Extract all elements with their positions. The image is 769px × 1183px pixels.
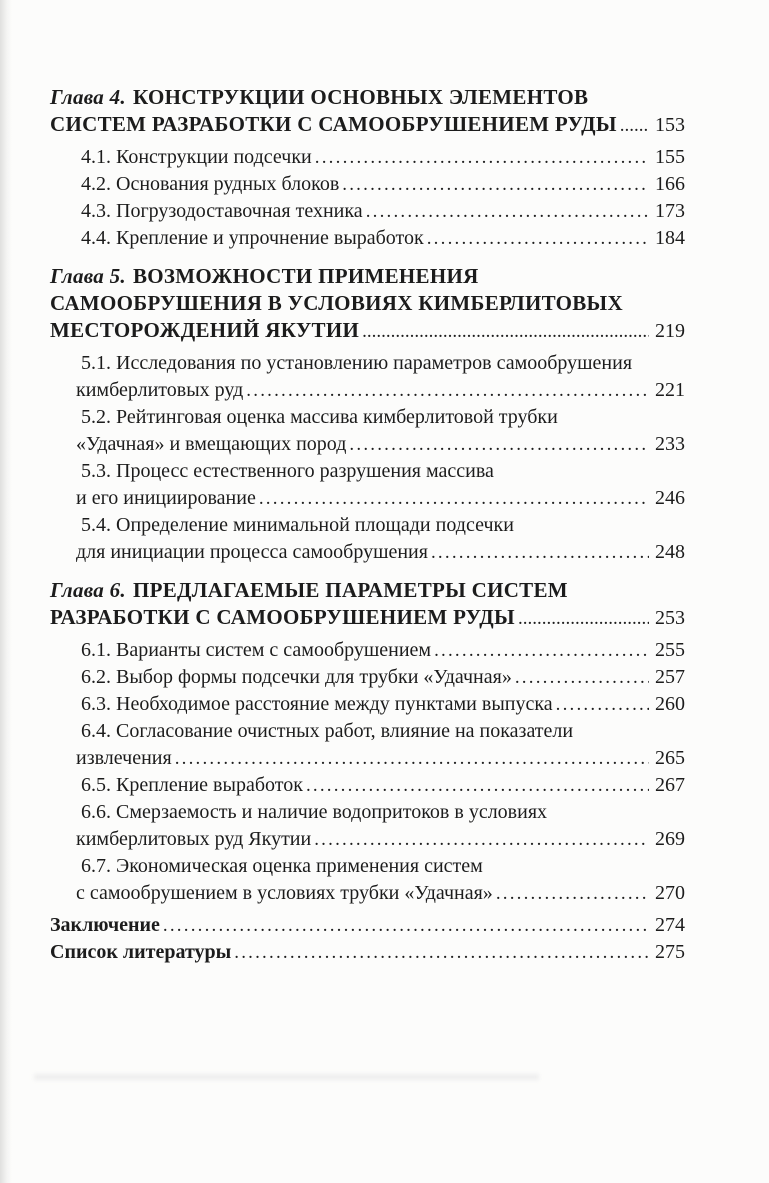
dot-leader: [556, 691, 649, 718]
dot-leader: [349, 431, 649, 458]
entry-line: 6.6. Смерзаемость и наличие водопритоков в условиях: [81, 801, 548, 823]
page-number: 257: [655, 666, 685, 688]
toc-entry-5-4: [50, 512, 685, 566]
chapter-title-text: САМООБРУШЕНИЯ В УСЛОВИЯХ КИМБЕРЛИТОВЫХ: [50, 291, 623, 315]
page-number: 270: [655, 882, 685, 904]
toc-entry-6-6: [50, 799, 685, 853]
entry-title: и его инициирование: [76, 487, 256, 509]
entry-title: кимберлитовых руд Якутии: [76, 828, 312, 850]
entry-title: 6.2. Выбор формы подсечки для трубки «Удачная»: [81, 666, 512, 688]
dot-leader: [431, 539, 649, 566]
entry-line: [50, 912, 685, 939]
page-number: 233: [655, 433, 685, 455]
entry-title: 6.3. Необходимое расстояние между пунктами выпуска: [81, 693, 553, 715]
dot-leader: [259, 485, 649, 512]
toc-entry-6-1: [50, 637, 685, 664]
chapter-4-heading: [50, 84, 685, 139]
dot-leader: [366, 198, 649, 225]
entry-line: [50, 637, 685, 664]
entry-line: [50, 144, 685, 171]
dot-leader: [496, 880, 649, 907]
entry-title: 6.5. Крепление выработок: [81, 774, 303, 796]
dot-leader: [362, 317, 649, 345]
entry-line: [50, 539, 685, 566]
page-number: 221: [655, 379, 685, 401]
page-number: 267: [655, 774, 685, 796]
entry-title: извлечения: [76, 747, 172, 769]
dot-leader: [315, 144, 649, 171]
page-number: 253: [655, 607, 685, 629]
dot-leader: [427, 225, 649, 252]
dot-leader: [306, 772, 649, 799]
toc-entry-6-3: [50, 691, 685, 718]
dot-leader: [175, 745, 649, 772]
scan-artifact: [34, 1074, 539, 1080]
dot-leader: [620, 111, 649, 139]
toc-entry-4-3: [50, 198, 685, 225]
toc-entry-6-7: [50, 853, 685, 907]
toc-entry-references: [50, 939, 685, 966]
page-number: 248: [655, 541, 685, 563]
entry-title: 4.4. Крепление и упрочнение выработок: [81, 227, 424, 249]
toc-entry-6-5: [50, 772, 685, 799]
page-number: 260: [655, 693, 685, 715]
dot-leader: [434, 637, 649, 664]
toc-entry-6-4: [50, 718, 685, 772]
entry-line: 5.3. Процесс естественного разрушения массива: [81, 460, 494, 482]
toc-entry-6-2: [50, 664, 685, 691]
chapter-title-text: КОНСТРУКЦИИ ОСНОВНЫХ ЭЛЕМЕНТОВ: [132, 85, 589, 109]
page-number: 265: [655, 747, 685, 769]
entry-line: [50, 939, 685, 966]
dot-leader: [163, 912, 649, 939]
toc-chapter-4: [50, 84, 685, 252]
chapter-title-text: ПРЕДЛАГАЕМЫЕ ПАРАМЕТРЫ СИСТЕМ: [132, 578, 568, 602]
entry-line: [50, 826, 685, 853]
entry-line: 5.1. Исследования по установлению параметров самообрушения: [81, 352, 633, 374]
chapter-title-text: СИСТЕМ РАЗРАБОТКИ С САМООБРУШЕНИЕМ РУДЫ: [50, 112, 617, 136]
dot-leader: [314, 826, 649, 853]
chapter-heading-line: [50, 317, 685, 345]
entry-title: 4.1. Конструкции подсечки: [81, 146, 312, 168]
toc-entry-5-3: [50, 458, 685, 512]
toc-entry-conclusion: [50, 912, 685, 939]
chapter-heading-line: [50, 290, 685, 317]
dot-leader: [342, 171, 649, 198]
chapter-title-text: ВОЗМОЖНОСТИ ПРИМЕНЕНИЯ: [132, 264, 479, 288]
entry-line: [50, 171, 685, 198]
entry-line: [50, 485, 685, 512]
entry-line: [50, 880, 685, 907]
page-number: 246: [655, 487, 685, 509]
chapter-heading-line: [50, 604, 685, 632]
entry-line: [50, 664, 685, 691]
entry-line: [50, 431, 685, 458]
toc-chapter-5: [50, 263, 685, 566]
chapter-5-label: Глава 5.: [50, 264, 126, 288]
page-number: 255: [655, 639, 685, 661]
entry-line: 5.2. Рейтинговая оценка массива кимберлитовой трубки: [81, 406, 558, 428]
entry-line: [50, 745, 685, 772]
chapter-6-entries: [50, 637, 685, 907]
chapter-6-heading: [50, 577, 685, 632]
toc-tail-entries: [50, 912, 685, 966]
entry-title: кимберлитовых руд: [76, 379, 244, 401]
chapter-title-text: МЕСТОРОЖДЕНИЙ ЯКУТИИ: [50, 318, 360, 342]
page-number: 155: [655, 146, 685, 168]
entry-title: Список литературы: [50, 941, 232, 963]
entry-line: [50, 225, 685, 252]
table-of-contents: [50, 84, 685, 966]
entry-line: [50, 772, 685, 799]
toc-entry-4-4: [50, 225, 685, 252]
toc-chapter-6: [50, 577, 685, 907]
page-number: 173: [655, 200, 685, 222]
chapter-6-label: Глава 6.: [50, 578, 126, 602]
dot-leader: [234, 939, 649, 966]
chapter-heading-line: [50, 263, 685, 290]
dot-leader: [518, 604, 649, 632]
entry-title: «Удачная» и вмещающих пород: [76, 433, 347, 455]
page-number: 269: [655, 828, 685, 850]
entry-line: 6.4. Согласование очистных работ, влияние на показатели: [81, 720, 574, 742]
entry-line: [50, 377, 685, 404]
entry-title: с самообрушением в условиях трубки «Удачная»: [76, 882, 493, 904]
chapter-title-text: РАЗРАБОТКИ С САМООБРУШЕНИЕМ РУДЫ: [50, 605, 515, 629]
entry-title: Заключение: [50, 914, 160, 936]
page-number: 166: [655, 173, 685, 195]
entry-title: 4.2. Основания рудных блоков: [81, 173, 340, 195]
chapter-heading-line: [50, 84, 685, 111]
toc-entry-5-2: [50, 404, 685, 458]
toc-entry-4-2: [50, 171, 685, 198]
chapter-heading-line: [50, 111, 685, 139]
chapter-5-heading: [50, 263, 685, 345]
entry-title: для инициации процесса самообрушения: [76, 541, 428, 563]
chapter-4-entries: [50, 144, 685, 252]
chapter-4-label: Глава 4.: [50, 85, 126, 109]
entry-line: 6.7. Экономическая оценка применения систем: [81, 855, 483, 877]
entry-line: [50, 198, 685, 225]
page-number: 153: [655, 114, 685, 136]
entry-line: [50, 691, 685, 718]
scan-edge-shadow: [0, 0, 12, 1183]
entry-title: 6.1. Варианты систем с самообрушением: [81, 639, 432, 661]
page-number: 219: [655, 320, 685, 342]
entry-title: 4.3. Погрузодоставочная техника: [81, 200, 363, 222]
page-number: 275: [655, 941, 685, 963]
chapter-heading-line: [50, 577, 685, 604]
page-number: 274: [655, 914, 685, 936]
toc-entry-5-1: [50, 350, 685, 404]
entry-line: 5.4. Определение минимальной площади подсечки: [81, 514, 514, 536]
dot-leader: [246, 377, 649, 404]
chapter-5-entries: [50, 350, 685, 566]
dot-leader: [515, 664, 649, 691]
page-number: 184: [655, 227, 685, 249]
toc-entry-4-1: [50, 144, 685, 171]
